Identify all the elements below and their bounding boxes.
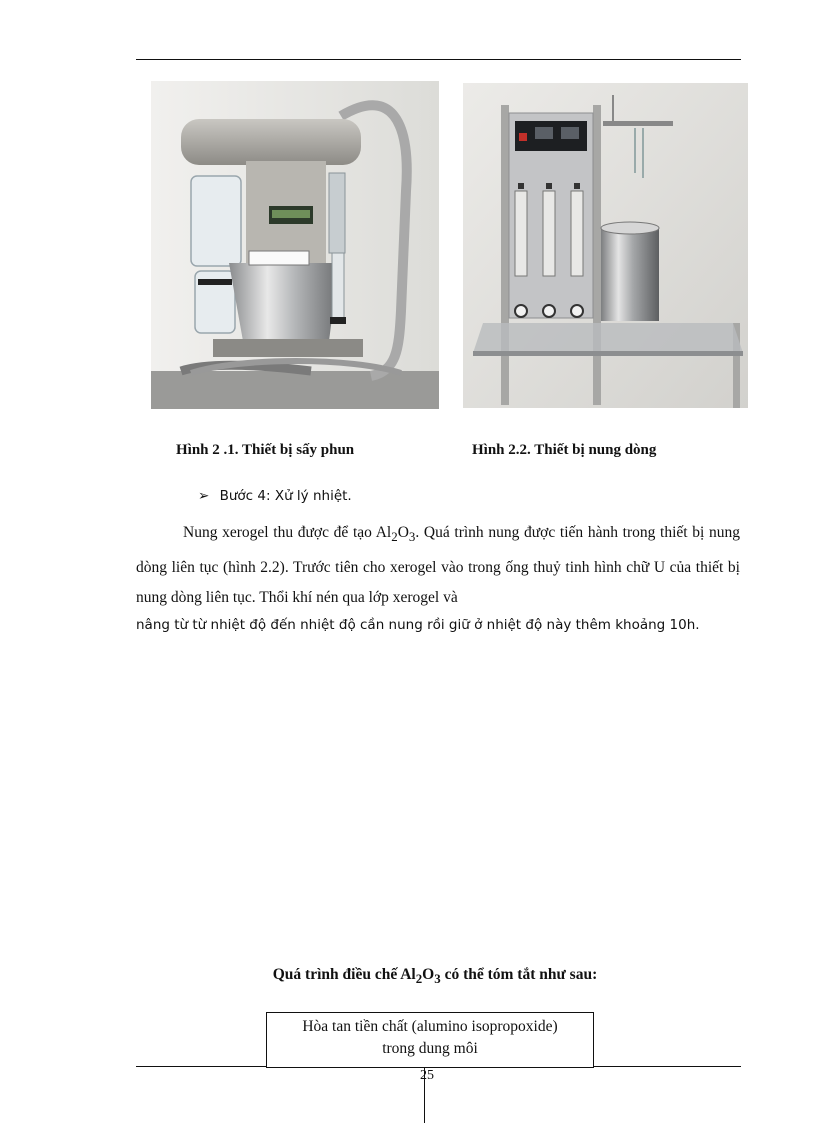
step-heading	[198, 488, 352, 504]
body-paragraph: Nung xerogel thu được để tạo $Al_2O_3$. Quá trình nung được tiến hành trong thiết bị nung dòng liên tục (hình 2.2). Trước tiên cho xerogel vào trong ống thuỷ tinh hình chữ U của thiết bị nung dòng liên tục. Thổi khí nén qua lớp xerogel và	[136, 524, 740, 607]
figure-1-photo	[151, 81, 439, 409]
summary-heading: Quá trình điều chế $Al_2O_3$ có thể tóm tắt như sau:	[272, 966, 598, 987]
arrow-bullet-icon: ➢	[198, 488, 210, 504]
figure-2-photo	[463, 83, 748, 408]
flowchart-step-line-2: trong dung môi	[382, 1040, 478, 1057]
flowchart-step-line-1: Hòa tan tiền chất (alumino isopropoxide)	[302, 1018, 558, 1035]
step-text: Bước 4: Xử lý nhiệt.	[219, 488, 352, 504]
figure-1-caption: Hình 2 .1. Thiết bị sấy phun	[176, 442, 355, 458]
body-paragraph-last-line: nâng từ từ nhiệt độ đến nhiệt độ cần nung rồi giữ ở nhiệt độ này thêm khoảng 10h.	[136, 617, 700, 633]
page-number: 25	[420, 1068, 434, 1083]
flowchart-step-box	[266, 1012, 594, 1068]
figure-2-caption: Hình 2.2. Thiết bị nung dòng	[472, 442, 657, 458]
header-rule	[136, 59, 741, 60]
